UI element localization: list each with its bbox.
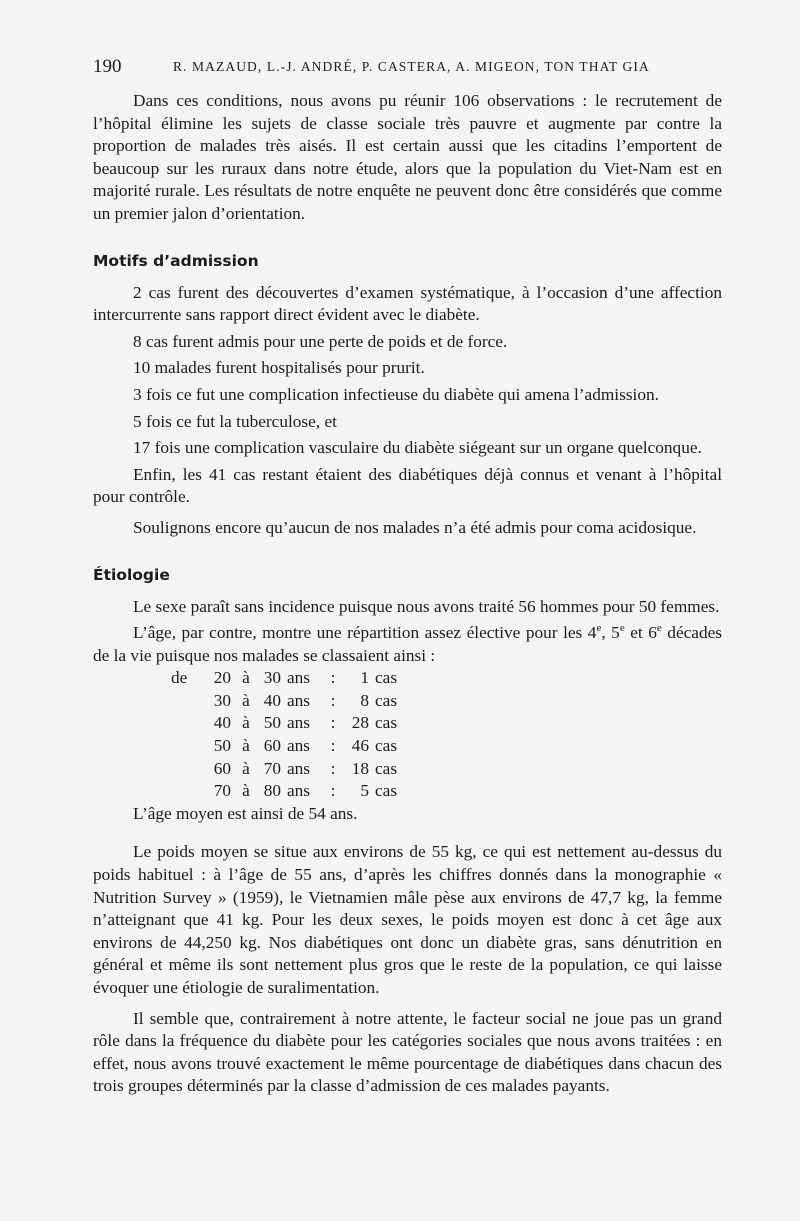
age-row-a: à	[242, 781, 250, 801]
age-row-unit: ans	[287, 713, 311, 733]
superscript: e	[656, 622, 662, 635]
age-table-row	[171, 712, 411, 735]
age-row-colon: :	[330, 668, 336, 688]
page-number: 190	[93, 56, 122, 77]
age-row-prefix	[171, 735, 201, 758]
text-run: décades de la vie puisque nos malades se classaient ainsi :	[93, 623, 722, 665]
age-row-prefix: de	[171, 668, 188, 688]
age-row-colon: :	[330, 758, 336, 778]
etiologie-paragraph-age	[93, 622, 722, 667]
age-row-to: 70	[263, 758, 281, 778]
age-table-row	[171, 780, 411, 803]
age-table-row	[171, 690, 411, 713]
age-row-to: 80	[263, 781, 281, 801]
age-table-row	[171, 667, 411, 690]
age-row-cas: cas	[375, 758, 398, 778]
etiologie-paragraph: Il semble que, contrairement à notre attente, le facteur social ne joue pas un grand rôle dans la fréquence du diabète pour les catégories sociales que nous avons traitées : en effet, nous avons trouvé exactement le même pourcentage de diabétiques dans chacun des trois groupes déterminés par la classe d’admission de ces malades payants.	[93, 1008, 722, 1096]
age-row-from: 60	[213, 758, 231, 778]
text-run: et 6	[624, 623, 657, 643]
age-row-a: à	[242, 668, 250, 688]
age-row-to: 40	[263, 690, 281, 710]
age-row-a: à	[242, 758, 250, 778]
age-table-row	[171, 735, 411, 758]
motifs-paragraph: 17 fois une complication vasculaire du diabète siégeant sur un organe quelconque.	[133, 438, 702, 458]
age-row-unit: ans	[287, 668, 311, 688]
age-row-from: 20	[213, 668, 231, 688]
age-row-from: 40	[213, 713, 231, 733]
age-row-colon: :	[330, 713, 336, 733]
superscript: e	[596, 622, 602, 635]
body-text	[93, 90, 722, 1098]
age-row-prefix	[171, 758, 201, 781]
age-row-from: 50	[213, 736, 231, 756]
etiologie-paragraph: Le sexe paraît sans incidence puisque nous avons traité 56 hommes pour 50 femmes.	[133, 596, 720, 616]
section-heading-motifs: Motifs d’admission	[93, 251, 259, 270]
section-heading-etiologie: Étiologie	[93, 565, 170, 584]
age-row-cas: cas	[375, 713, 398, 733]
age-row-unit: ans	[287, 690, 311, 710]
age-row-cas: cas	[375, 781, 398, 801]
age-row-a: à	[242, 690, 250, 710]
age-row-from: 30	[213, 690, 231, 710]
age-row-unit: ans	[287, 758, 311, 778]
age-row-count: 46	[351, 736, 369, 756]
age-table-row	[171, 758, 411, 781]
age-row-cas: cas	[375, 690, 398, 710]
age-row-prefix	[171, 690, 201, 713]
motifs-paragraph: 5 fois ce fut la tuberculose, et	[133, 411, 337, 431]
age-row-a: à	[242, 736, 250, 756]
motifs-paragraph: 10 malades furent hospitalisés pour prurit.	[133, 358, 425, 378]
etiologie-paragraph: L’âge moyen est ainsi de 54 ans.	[133, 803, 358, 823]
age-row-count: 8	[360, 690, 369, 710]
age-row-prefix	[171, 780, 201, 803]
text-run: L’âge, par contre, montre une répartition assez élective pour les 4	[133, 623, 597, 643]
age-row-unit: ans	[287, 736, 311, 756]
age-row-a: à	[242, 713, 250, 733]
age-row-count: 1	[360, 668, 369, 688]
motifs-paragraph: 8 cas furent admis pour une perte de poids et de force.	[133, 331, 508, 351]
intro-paragraph: Dans ces conditions, nous avons pu réunir 106 observations : le recrutement de l’hôpital élimine les sujets de classe sociale très pauvre et augmente par contre la proportion de malades très aisés. Il est certain aussi que les citadins l’emportent de beaucoup sur les ruraux dans notre étude, alors que la population du Viet-Nam est en majorité rurale. Les résultats de notre enquête ne peuvent donc être considérés que comme un premier jalon d’orientation.	[93, 91, 722, 223]
age-row-unit: ans	[287, 781, 311, 801]
age-row-colon: :	[330, 781, 336, 801]
page-header	[93, 56, 733, 80]
age-row-to: 30	[263, 668, 281, 688]
running-title: R. MAZAUD, L.-J. ANDRÉ, P. CASTERA, A. MIGEON, TON THAT GIA	[173, 59, 650, 74]
age-row-to: 50	[263, 713, 281, 733]
age-row-colon: :	[330, 690, 336, 710]
text-run: , 5	[601, 623, 620, 643]
age-row-cas: cas	[375, 736, 398, 756]
motifs-paragraph: Soulignons encore qu’aucun de nos malades n’a été admis pour coma acidosique.	[133, 517, 697, 537]
age-distribution-table	[171, 667, 411, 803]
age-row-colon: :	[330, 736, 336, 756]
age-row-cas: cas	[375, 668, 398, 688]
age-row-to: 60	[263, 736, 281, 756]
superscript: e	[619, 622, 625, 635]
age-row-prefix	[171, 712, 201, 735]
etiologie-paragraph: Le poids moyen se situe aux environs de 55 kg, ce qui est nettement au-dessus du poids habituel : à l’âge de 55 ans, d’après les chiffres donnés dans la monographie « Nutrition Survey » (1959), le Vietnamien mâle pèse aux environs de 47,7 kg, la femme n’atteignant que 41 kg. Pour les deux sexes, le poids moyen est donc à cet âge aux environs de 44,250 kg. Nos diabétiques ont donc un diabète gras, sans dénutrition en général et même ils sont nettement plus gros que le reste de la population, ce qui laisse évoquer une étiologie de suralimentation.	[93, 842, 722, 997]
age-row-count: 5	[360, 781, 369, 801]
motifs-paragraph: 3 fois ce fut une complication infectieuse du diabète qui amena l’admission.	[133, 384, 659, 404]
age-row-from: 70	[213, 781, 231, 801]
age-row-count: 18	[351, 758, 369, 778]
age-row-count: 28	[351, 713, 369, 733]
motifs-paragraph: Enfin, les 41 cas restant étaient des diabétiques déjà connus et venant à l’hôpital pour contrôle.	[93, 464, 722, 507]
motifs-paragraph: 2 cas furent des découvertes d’examen systématique, à l’occasion d’une affection intercurrente sans rapport direct évident avec le diabète.	[93, 282, 722, 325]
